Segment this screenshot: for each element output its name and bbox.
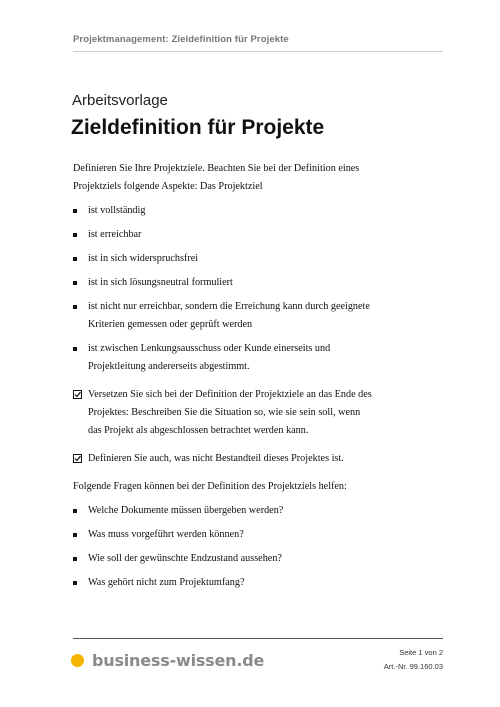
aspect-list — [73, 202, 373, 376]
square-bullet-icon — [73, 533, 77, 537]
logo-dot-icon — [71, 654, 84, 667]
list-item — [73, 502, 373, 520]
list-item — [73, 226, 373, 244]
document-title: Zieldefinition für Projekte — [71, 116, 325, 139]
square-bullet-icon — [73, 581, 77, 585]
list-item-text: ist zwischen Lenkungsausschuss oder Kunde einerseits und Projektleitung andererseits abgestimmt. — [88, 343, 331, 372]
questions-intro: Folgende Fragen können bei der Definition des Projektziels helfen: — [73, 481, 347, 492]
list-item — [73, 250, 373, 268]
square-bullet-icon — [73, 347, 77, 351]
page-header: Projektmanagement: Zieldefinition für Projekte — [73, 34, 289, 45]
document-body — [73, 160, 373, 602]
checked-box-icon — [73, 454, 82, 463]
header-divider — [73, 51, 443, 52]
page-number: Seite 1 von 2 — [399, 648, 443, 657]
square-bullet-icon — [73, 233, 77, 237]
list-item — [73, 202, 373, 220]
footer-divider — [73, 638, 443, 639]
list-item-text: ist in sich lösungsneutral formuliert — [88, 277, 233, 288]
brand-logo[interactable] — [71, 651, 264, 670]
list-item-text: Wie soll der gewünschte Endzustand aussehen? — [88, 553, 282, 564]
article-number: Art.-Nr. 99.160.03 — [383, 662, 443, 671]
square-bullet-icon — [73, 209, 77, 213]
square-bullet-icon — [73, 281, 77, 285]
list-item — [73, 274, 373, 292]
intro-paragraph: Definieren Sie Ihre Projektziele. Beachten Sie bei der Definition eines Projektziels folgende Aspekte: Das Projektziel — [73, 163, 360, 192]
list-item — [73, 574, 373, 592]
list-item — [73, 550, 373, 568]
list-item — [73, 340, 373, 376]
list-item-text: ist vollständig — [88, 205, 146, 216]
check-item-text: Definieren Sie auch, was nicht Bestandteil dieses Projektes ist. — [88, 453, 344, 464]
page-meta — [384, 646, 443, 674]
list-item-text: Was muss vorgeführt werden können? — [88, 529, 244, 540]
list-item-text: ist nicht nur erreichbar, sondern die Erreichung kann durch geeignete Kriterien gemessen oder geprüft werden — [88, 301, 370, 330]
document-subtitle: Arbeitsvorlage — [72, 92, 168, 109]
logo-text: business-wissen.de — [92, 651, 265, 670]
list-item-text: Welche Dokumente müssen übergeben werden? — [88, 505, 284, 516]
check-item — [73, 450, 373, 468]
question-list — [73, 502, 373, 592]
check-item-text: Versetzen Sie sich bei der Definition der Projektziele an das Ende des Projektes: Beschreiben Sie die Situation so, wie sie sein soll, wenn das Projekt als abgeschlossen betrachtet werden kann. — [88, 389, 372, 436]
checked-box-icon — [73, 390, 82, 399]
list-item-text: Was gehört nicht zum Projektumfang? — [88, 577, 245, 588]
check-item — [73, 386, 373, 440]
list-item — [73, 526, 373, 544]
list-item-text: ist erreichbar — [88, 229, 142, 240]
list-item-text: ist in sich widerspruchsfrei — [88, 253, 199, 264]
square-bullet-icon — [73, 305, 77, 309]
square-bullet-icon — [73, 557, 77, 561]
list-item — [73, 298, 373, 334]
square-bullet-icon — [73, 257, 77, 261]
square-bullet-icon — [73, 509, 77, 513]
